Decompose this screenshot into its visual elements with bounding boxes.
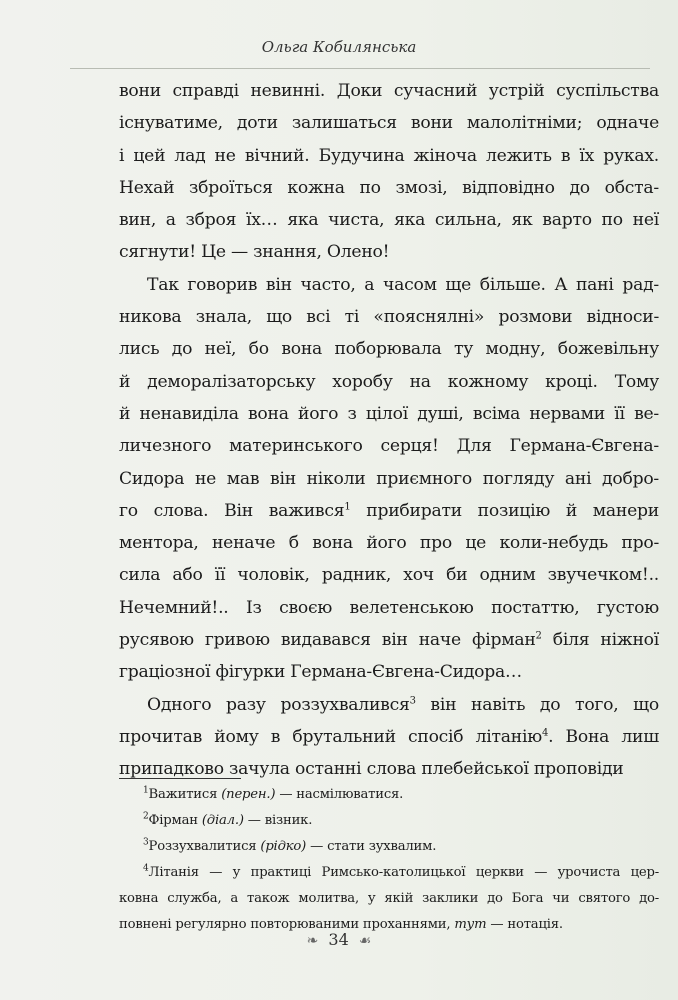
text-line	[119, 495, 659, 527]
text-segment: він навіть до того, що	[430, 694, 660, 715]
text-line: ментора, неначе б вона його про це коли-небудь про-	[119, 533, 659, 554]
footnote-mark: 2	[143, 811, 149, 822]
footnote-ref: 4	[541, 727, 549, 739]
footnote-text: — нотація.	[486, 917, 563, 932]
footnote-term: Роззухвалитися	[148, 839, 257, 854]
footnote-2	[119, 808, 659, 834]
footnote-ref: 1	[344, 501, 351, 513]
text-line: граціозної фігурки Германа-Євгена-Сидора…	[119, 662, 522, 683]
page-footer	[0, 930, 678, 949]
footnote-mark: 1	[143, 785, 149, 796]
footnote-note: (перен.)	[221, 787, 276, 802]
text-segment: русявою гривою видавався він наче фірман	[119, 630, 536, 651]
text-segment: прибирати позицію й манери	[366, 500, 659, 521]
text-line: й ненавиділа вона його з цілої душі, всіма нервами її ве-	[119, 403, 659, 424]
text-line: Так говорив він часто, а часом ще більше. А пані рад-	[147, 274, 659, 295]
text-line: сила або її чоловік, радник, хоч би одним звучечком!..	[119, 565, 659, 586]
footnote-def: — візник.	[243, 813, 313, 828]
text-line: Сидора не мав він ніколи приємного погляду ані добро-	[119, 468, 659, 489]
page-number: 34	[328, 930, 349, 949]
text-segment: біля ніжної	[552, 630, 659, 651]
running-header: Ольга Кобилянська	[261, 38, 417, 56]
text-line: існуватиме, доти залишаться вони малолітніми; одначе	[119, 113, 659, 134]
footnote-3	[119, 834, 659, 860]
footnote-def: — стати зухвалим.	[306, 839, 437, 854]
footnote-text: повнені регулярно повторюваними проханнями,	[119, 917, 455, 932]
text-line: й деморалізаторську хоробу на кожному кроці. Тому	[119, 371, 659, 392]
text-segment: . Вона лиш	[548, 726, 659, 747]
text-segment: прочитав йому в брутальний спосіб літанію	[119, 726, 542, 747]
footnote-term: Важитися	[148, 787, 218, 802]
footnote-ref: 3	[409, 694, 416, 706]
footnote-text: Літанія — у практиці Римсько-католицької церкви — урочиста цер-	[148, 865, 659, 880]
leaf-ornament-icon: ❧	[306, 933, 319, 949]
text-segment: Одного разу роззухвалився	[147, 694, 410, 715]
text-line: никова знала, що всі ті «пояснялні» розмови відноси-	[119, 307, 659, 328]
footnote-note: (рідко)	[260, 839, 307, 854]
text-line: личезного материнського серця! Для Германа-Євгена-	[119, 436, 659, 457]
text-line: припадково зачула останні слова плебейської проповіди	[119, 759, 624, 780]
footnotes	[119, 782, 659, 938]
footnote-ref: 2	[535, 630, 542, 642]
footnote-def: — насмілюватися.	[275, 787, 404, 802]
text-line: Нечемний!.. Із своєю велетенською постаттю, густою	[119, 597, 659, 618]
footnote-note: (діал.)	[201, 813, 244, 828]
text-line	[119, 721, 659, 753]
footnote-4-cont: ковна служба, а також молитва, у якій заклики до Бога чи святого до-	[119, 891, 659, 906]
text-line: вин, а зброя їх… яка чиста, яка сильна, як варто по неї	[119, 210, 659, 231]
footnote-note: тут	[454, 917, 487, 932]
header-rule	[70, 68, 650, 69]
text-segment: го слова. Він важився	[119, 500, 345, 521]
text-line: лись до неї, бо вона поборювала ту модну, божевільну	[119, 339, 659, 360]
leaf-ornament-icon: ☙	[358, 933, 372, 949]
text-line	[119, 624, 659, 656]
text-line: і цей лад не вічний. Будучина жіноча лежить в їх руках.	[119, 145, 659, 166]
footnote-1	[119, 782, 659, 808]
body-text	[119, 75, 659, 786]
text-line: сягнути! Це — знання, Олено!	[119, 242, 390, 263]
footnote-rule	[119, 778, 241, 779]
text-line: Нехай зброїться кожна по змозі, відповідно до обста-	[119, 177, 659, 198]
text-line	[119, 689, 659, 721]
text-line: вони справді невинні. Доки сучасний устрій суспільства	[119, 81, 659, 101]
footnote-term: Фірман	[148, 813, 198, 828]
footnote-4	[119, 860, 659, 886]
footnote-mark: 3	[143, 837, 149, 848]
footnote-mark: 4	[143, 863, 149, 874]
